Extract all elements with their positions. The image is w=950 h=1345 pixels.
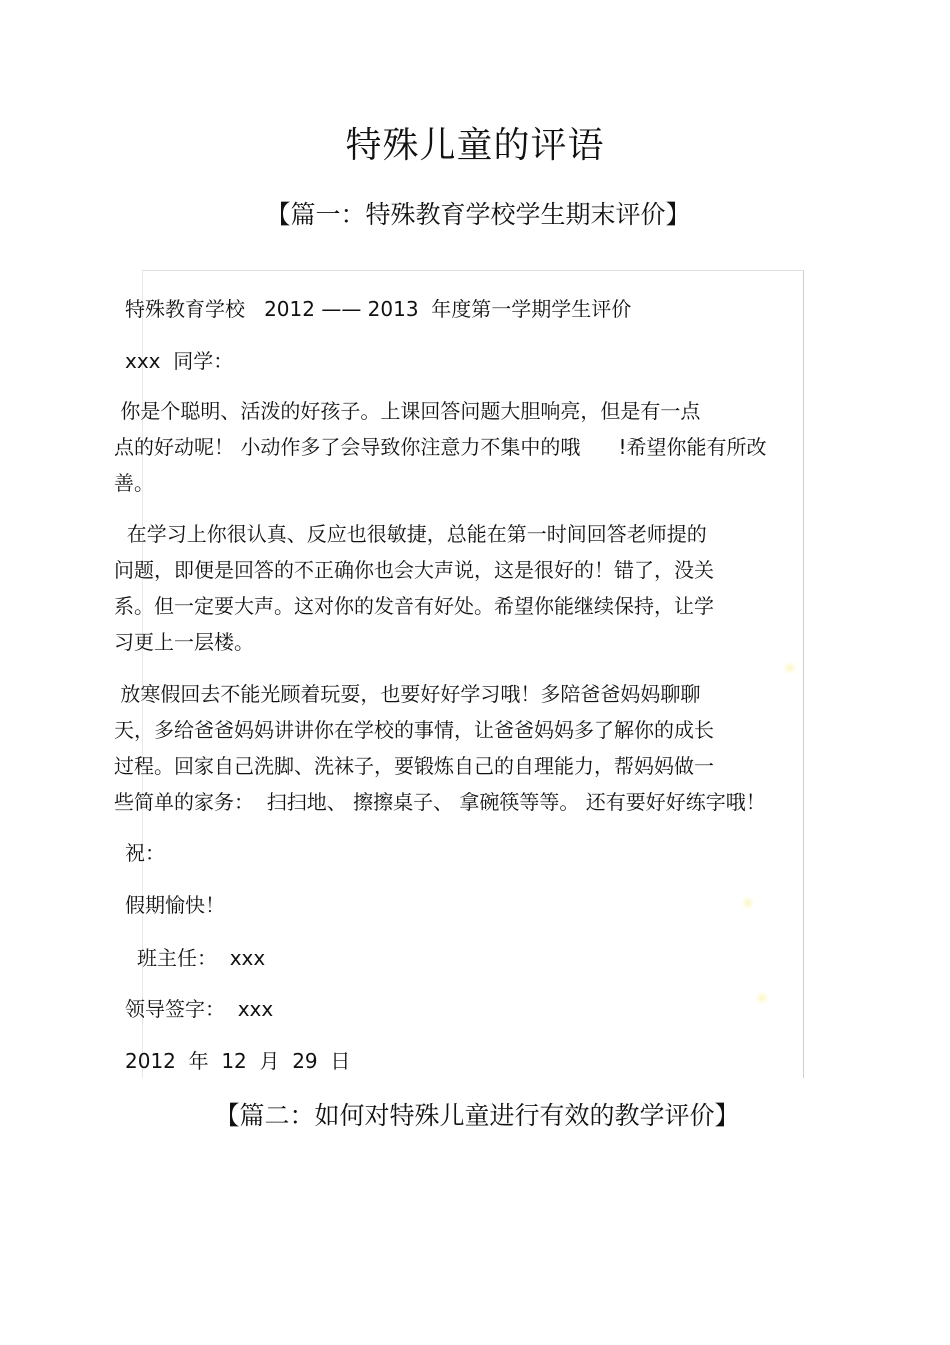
section-heading-1: 【篇一：特殊教育学校学生期末评价】 bbox=[265, 200, 691, 229]
letter-holiday-wish: 假期愉快！ bbox=[125, 893, 225, 917]
paragraph-line: 放寒假回去不能光顾着玩耍，也要好好学习哦！多陪爸爸妈妈聊聊 bbox=[114, 682, 701, 706]
section-heading-2: 【篇二：如何对特殊儿童进行有效的教学评价】 bbox=[214, 1101, 740, 1130]
paragraph-1 bbox=[114, 393, 824, 501]
paragraph-line: 善。 bbox=[114, 471, 154, 495]
leader-signature-line: 领导签字： xxx bbox=[125, 997, 274, 1021]
paragraph-line: 你是个聪明、活泼的好孩子。上课回答问题大胆响亮，但是有一点 bbox=[114, 399, 701, 423]
letter-heading: 特殊教育学校 2012 —— 2013 年度第一学期学生评价 bbox=[125, 297, 632, 321]
paragraph-line: 些简单的家务： 扫扫地、 擦擦桌子、 拿碗筷等等。 还有要好好练字哦！ bbox=[114, 790, 766, 814]
decorative-dot bbox=[741, 896, 755, 910]
paragraph-line: 在学习上你很认真、反应也很敏捷，总能在第一时间回答老师提的 bbox=[114, 522, 707, 546]
paragraph-line: 天，多给爸爸妈妈讲讲你在学校的事情，让爸爸妈妈多了解你的成长 bbox=[114, 718, 714, 742]
teacher-signature-line: 班主任： xxx bbox=[137, 946, 266, 970]
paragraph-line: 习更上一层楼。 bbox=[114, 630, 254, 654]
decorative-dot bbox=[755, 991, 769, 1005]
page-title: 特殊儿童的评语 bbox=[345, 125, 605, 166]
paragraph-line: 过程。回家自己洗脚、洗袜子，要锻炼自己的自理能力，帮妈妈做一 bbox=[114, 754, 714, 778]
letter-wish: 祝： bbox=[125, 841, 165, 865]
decorative-dot bbox=[783, 661, 797, 675]
letter-greeting: xxx 同学： bbox=[125, 349, 234, 373]
letter-date: 2012 年 12 月 29 日 bbox=[125, 1049, 351, 1073]
paragraph-line: 点的好动呢！ 小动作多了会导致你注意力不集中的哦 !希望你能有所改 bbox=[114, 435, 767, 459]
paragraph-3 bbox=[114, 676, 824, 820]
paragraph-2 bbox=[114, 516, 824, 660]
paragraph-line: 问题，即便是回答的不正确你也会大声说，这是很好的！错了，没关 bbox=[114, 558, 714, 582]
paragraph-line: 系。但一定要大声。这对你的发音有好处。希望你能继续保持，让学 bbox=[114, 594, 714, 618]
